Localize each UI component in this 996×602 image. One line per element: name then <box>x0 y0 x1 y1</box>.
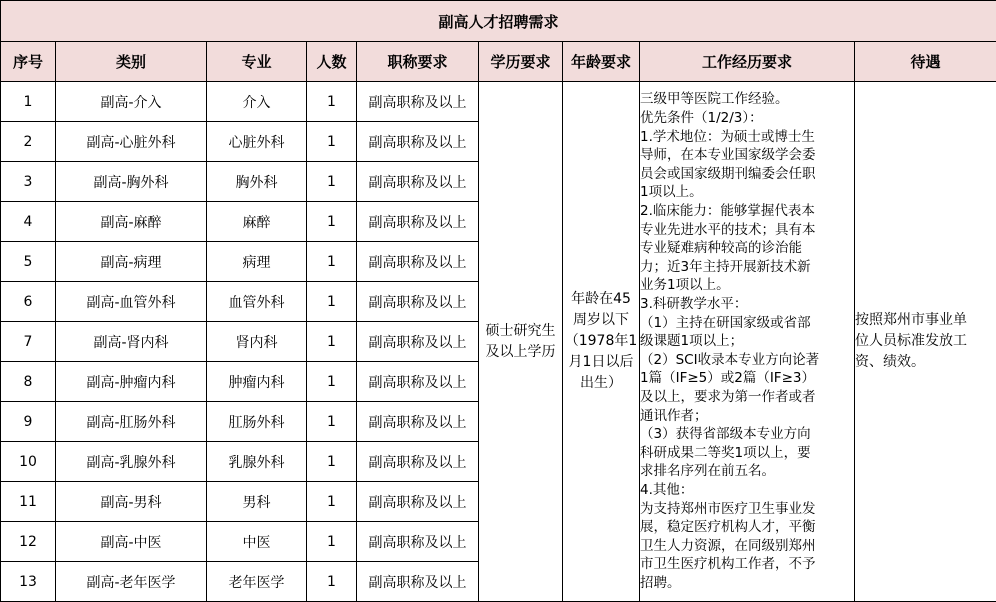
age-line: 周岁以下 <box>563 310 639 331</box>
experience-line: 力；近3年主持开展新技术新 <box>640 258 854 277</box>
experience-line: 专业先进水平的技术；具有本 <box>640 221 854 240</box>
header-no: 序号 <box>1 42 56 82</box>
cell-count: 1 <box>307 402 357 442</box>
cell-major: 乳腺外科 <box>207 442 307 482</box>
experience-line: 卫生人力资源，在同级别郑州 <box>640 537 854 556</box>
cell-major: 老年医学 <box>207 562 307 602</box>
cell-major: 心脏外科 <box>207 122 307 162</box>
experience-line: （2）SCI收录本专业方向论著 <box>640 351 854 370</box>
cell-category: 副高-肾内科 <box>56 322 207 362</box>
cell-major: 介入 <box>207 82 307 122</box>
header-title-requirement: 职称要求 <box>357 42 479 82</box>
header-row <box>1 42 996 82</box>
cell-title-requirement: 副高职称及以上 <box>357 202 479 242</box>
cell-major: 肛肠外科 <box>207 402 307 442</box>
cell-category: 副高-麻醉 <box>56 202 207 242</box>
education-line: 及以上学历 <box>479 342 562 363</box>
cell-title-requirement: 副高职称及以上 <box>357 82 479 122</box>
cell-title-requirement: 副高职称及以上 <box>357 282 479 322</box>
experience-line: 通讯作者； <box>640 407 854 426</box>
cell-major: 麻醉 <box>207 202 307 242</box>
cell-category: 副高-血管外科 <box>56 282 207 322</box>
cell-title-requirement: 副高职称及以上 <box>357 362 479 402</box>
table-row <box>1 82 996 122</box>
cell-major: 肾内科 <box>207 322 307 362</box>
cell-major: 病理 <box>207 242 307 282</box>
cell-count: 1 <box>307 202 357 242</box>
cell-count: 1 <box>307 442 357 482</box>
experience-line: 专业疑难病种较高的诊治能 <box>640 239 854 258</box>
cell-count: 1 <box>307 562 357 602</box>
cell-title-requirement: 副高职称及以上 <box>357 442 479 482</box>
benefit-line: 资、绩效。 <box>855 352 996 373</box>
cell-no: 1 <box>1 82 56 122</box>
experience-line: （3）获得省部级本专业方向 <box>640 425 854 444</box>
experience-line: 1.学术地位：为硕士或博士生 <box>640 128 854 147</box>
cell-education <box>479 82 563 602</box>
cell-count: 1 <box>307 322 357 362</box>
cell-no: 3 <box>1 162 56 202</box>
experience-line: 1篇（IF≥5）或2篇（IF≥3） <box>640 369 854 388</box>
cell-no: 11 <box>1 482 56 522</box>
cell-major: 血管外科 <box>207 282 307 322</box>
cell-major: 中医 <box>207 522 307 562</box>
cell-category: 副高-男科 <box>56 482 207 522</box>
cell-experience <box>640 82 855 602</box>
cell-count: 1 <box>307 122 357 162</box>
cell-benefits <box>855 82 996 602</box>
cell-no: 13 <box>1 562 56 602</box>
cell-count: 1 <box>307 482 357 522</box>
experience-line: 招聘。 <box>640 574 854 593</box>
cell-no: 10 <box>1 442 56 482</box>
cell-title-requirement: 副高职称及以上 <box>357 562 479 602</box>
experience-line: 导师，在本专业国家级学会委 <box>640 146 854 165</box>
cell-age <box>563 82 640 602</box>
age-line: 月1日以后 <box>563 352 639 373</box>
experience-line: 2.临床能力：能够掌握代表本 <box>640 202 854 221</box>
experience-line: 为支持郑州市医疗卫生事业发 <box>640 500 854 519</box>
experience-line: 4.其他： <box>640 481 854 500</box>
cell-title-requirement: 副高职称及以上 <box>357 402 479 442</box>
cell-no: 4 <box>1 202 56 242</box>
benefit-line: 按照郑州市事业单 <box>855 310 996 331</box>
education-line: 硕士研究生 <box>479 321 562 342</box>
cell-title-requirement: 副高职称及以上 <box>357 162 479 202</box>
cell-no: 8 <box>1 362 56 402</box>
cell-category: 副高-胸外科 <box>56 162 207 202</box>
cell-category: 副高-病理 <box>56 242 207 282</box>
cell-category: 副高-中医 <box>56 522 207 562</box>
cell-count: 1 <box>307 82 357 122</box>
cell-count: 1 <box>307 522 357 562</box>
experience-line: 3.科研教学水平： <box>640 295 854 314</box>
cell-category: 副高-乳腺外科 <box>56 442 207 482</box>
experience-line: 业务1项以上。 <box>640 276 854 295</box>
header-major: 专业 <box>207 42 307 82</box>
cell-no: 9 <box>1 402 56 442</box>
header-education: 学历要求 <box>479 42 563 82</box>
cell-count: 1 <box>307 242 357 282</box>
cell-major: 男科 <box>207 482 307 522</box>
header-benefits: 待遇 <box>855 42 996 82</box>
cell-no: 5 <box>1 242 56 282</box>
cell-category: 副高-肿瘤内科 <box>56 362 207 402</box>
age-line: 年龄在45 <box>563 289 639 310</box>
age-line: （1978年1 <box>563 331 639 352</box>
age-line: 出生） <box>563 373 639 394</box>
experience-line: 市卫生医疗机构工作者，不予 <box>640 555 854 574</box>
table-title: 副高人才招聘需求 <box>1 1 996 42</box>
header-category: 类别 <box>56 42 207 82</box>
cell-count: 1 <box>307 362 357 402</box>
experience-line: 级课题1项以上； <box>640 332 854 351</box>
cell-no: 2 <box>1 122 56 162</box>
cell-major: 胸外科 <box>207 162 307 202</box>
cell-title-requirement: 副高职称及以上 <box>357 322 479 362</box>
header-experience: 工作经历要求 <box>640 42 855 82</box>
experience-line: （1）主持在研国家级或省部 <box>640 314 854 333</box>
experience-line: 科研成果二等奖1项以上，要 <box>640 444 854 463</box>
cell-category: 副高-心脏外科 <box>56 122 207 162</box>
benefit-line: 位人员标准发放工 <box>855 331 996 352</box>
cell-count: 1 <box>307 162 357 202</box>
cell-count: 1 <box>307 282 357 322</box>
cell-title-requirement: 副高职称及以上 <box>357 482 479 522</box>
experience-line: 展，稳定医疗机构人才，平衡 <box>640 518 854 537</box>
experience-line: 及以上，要求为第一作者或者 <box>640 388 854 407</box>
experience-line: 优先条件（1/2/3）： <box>640 109 854 128</box>
cell-title-requirement: 副高职称及以上 <box>357 122 479 162</box>
cell-no: 6 <box>1 282 56 322</box>
cell-category: 副高-肛肠外科 <box>56 402 207 442</box>
experience-line: 求排名序列在前五名。 <box>640 462 854 481</box>
experience-line: 员会或国家级期刊编委会任职 <box>640 165 854 184</box>
cell-title-requirement: 副高职称及以上 <box>357 242 479 282</box>
header-count: 人数 <box>307 42 357 82</box>
cell-no: 12 <box>1 522 56 562</box>
header-age: 年龄要求 <box>563 42 640 82</box>
experience-line: 1项以上。 <box>640 183 854 202</box>
experience-line: 三级甲等医院工作经验。 <box>640 90 854 109</box>
cell-no: 7 <box>1 322 56 362</box>
cell-category: 副高-老年医学 <box>56 562 207 602</box>
cell-title-requirement: 副高职称及以上 <box>357 522 479 562</box>
cell-major: 肿瘤内科 <box>207 362 307 402</box>
cell-category: 副高-介入 <box>56 82 207 122</box>
